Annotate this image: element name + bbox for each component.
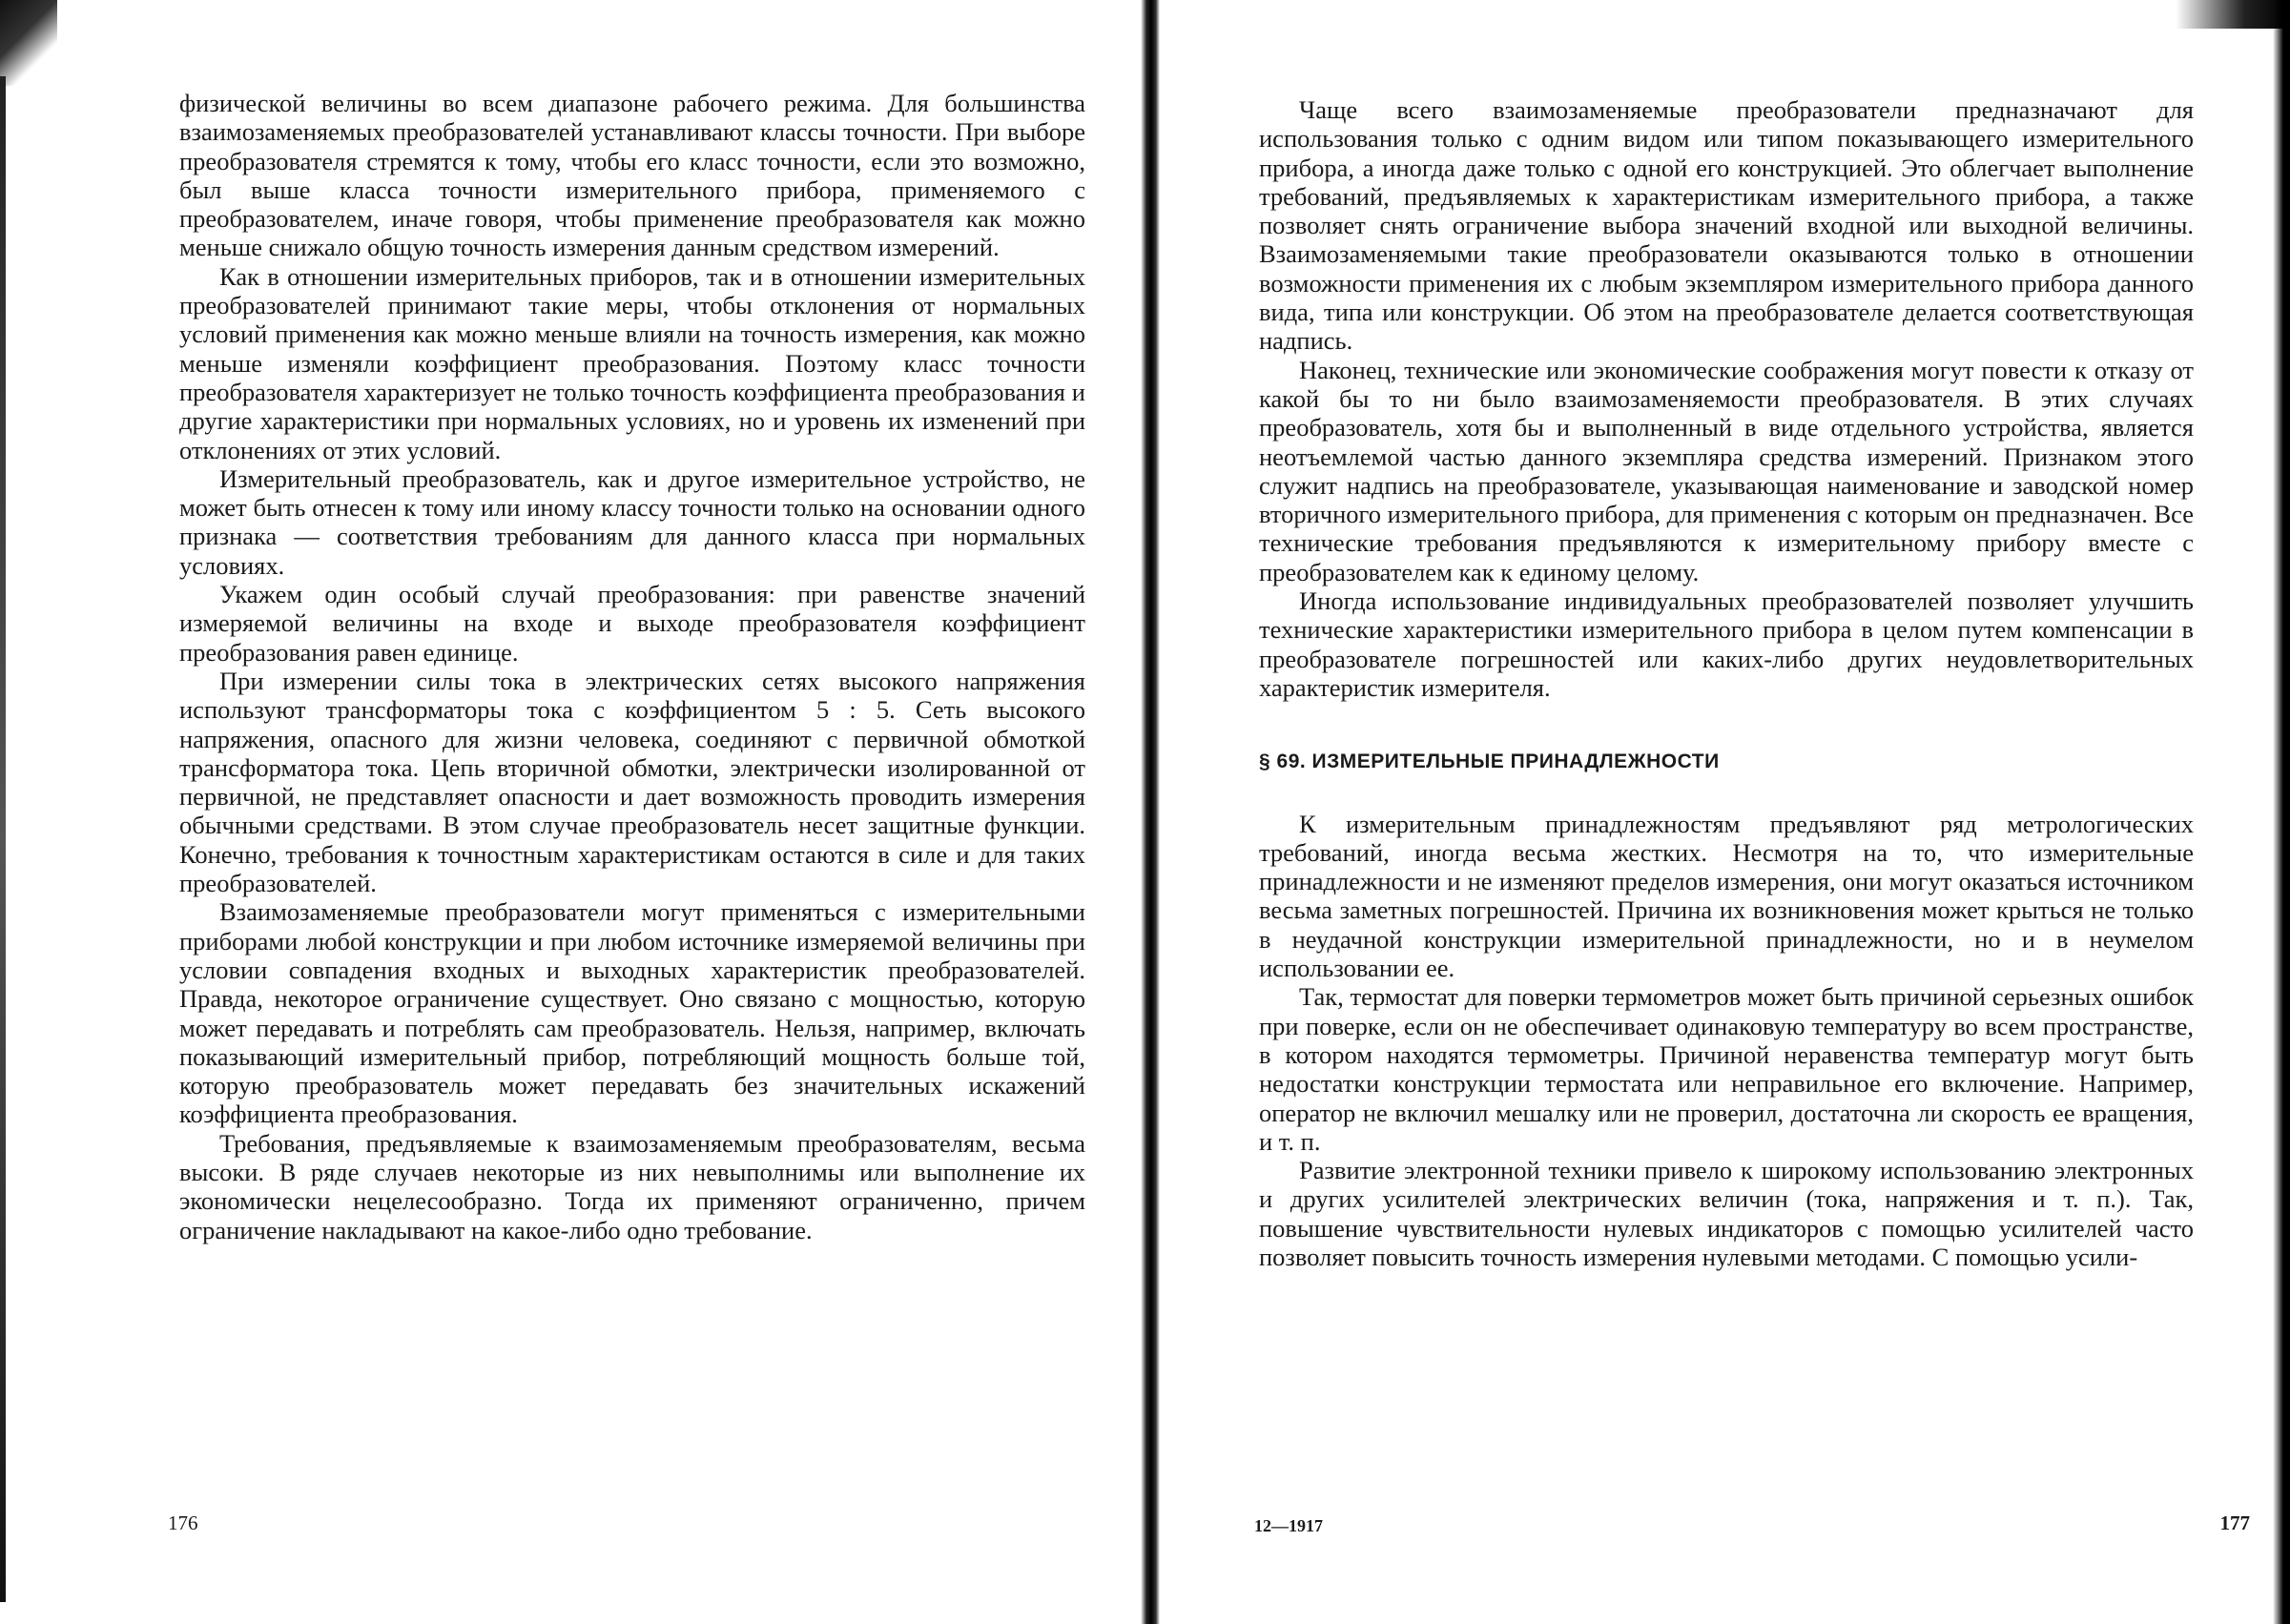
paragraph: Укажем один особый случай преобразования: при равенстве значений измеряемой величины на входе и выходе преобразователя коэффициент преобразования равен единице.: [179, 580, 1085, 667]
page-number: 176: [168, 1511, 198, 1534]
page-number: 177: [2219, 1511, 2250, 1534]
paragraph: Так, термостат для поверки термометров может быть причиной серьезных ошибок при поверке, если он не обеспечивает одинаковую температуру во всем пространстве, в котором находятся термометры. Причиной неравенства температур могут быть недостатки конструкции термостата или неправильное его включение. Например, оператор не включил мешалку или не проверил, достаточна ли скорость ее вращения, и т. п.: [1259, 982, 2194, 1156]
right-page: [1154, 0, 2290, 1624]
paragraph: Наконец, технические или экономические соображения могут повести к отказу от какой бы то ни было взаимозаменяемости преобразователя. В этих случаях преобразователь, хотя бы и выполненный в виде отдельного устройства, является неотъемлемой частью данного экземпляра средства измерений. Признаком этого служит надпись на преобразователе, указывающая наименование и заводской номер вторичного измерительного прибора, для применения с которым он предназначен. Все технические требования предъявляются к измерительному прибору вместе с преобразователем как к единому целому.: [1259, 355, 2194, 586]
paragraph: К измерительным принадлежностям предъявляют ряд метрологических требований, иногда весьма жестких. Несмотря на то, что измерительные принадлежности и не изменяют пределов измерения, они могут оказаться источником весьма заметных погрешностей. Причина их возникновения может крыться не только в неудачной конструкции измерительной принадлежности, но и в неумелом использовании ее.: [1259, 809, 2194, 983]
paragraph: Требования, предъявляемые к взаимозаменяемым преобразователям, весьма высоки. В ряде случаев некоторые из них невыполнимы или выполнение их экономически нецелесообразно. Тогда их применяют ограниченно, причем ограничение накладывают на какое-либо одно требование.: [179, 1128, 1085, 1244]
paragraph: Взаимозаменяемые преобразователи могут применяться с измерительными приборами любой конструкции и при любом источнике измеряемой величины при условии совпадения входных и выходных характеристик преобразователей. Правда, некоторое ограничение существует. Оно связано с мощностью, которую может передавать и потреблять сам преобразователь. Нельзя, например, включать показывающий измерительный прибор, потребляющий мощность больше той, которую преобразователь может передавать без значительных искажений коэффициента преобразования.: [179, 897, 1085, 1129]
printer-signature-mark: 12—1917: [1254, 1516, 1323, 1535]
paragraph: физической величины во всем диапазоне рабочего режима. Для большинства взаимозаменяемых преобразователей устанавливают классы точности. При выборе преобразователя стремятся к тому, чтобы его класс точности, если это возможно, был выше класса точности измерительного прибора, применяемого с преобразователем, иначе говоря, чтобы применение преобразователя как можно меньше снижало общую точность измерения данным средством измерений.: [179, 89, 1085, 262]
paragraph: Измерительный преобразователь, как и другое измерительное устройство, не может быть отнесен к тому или иному классу точности только на основании одного признака — соответствия требованиям для данного класса при нормальных условиях.: [179, 463, 1085, 580]
left-page-text: [179, 89, 1085, 1244]
scan-shadow-right-edge: [2273, 0, 2290, 1624]
section-heading: § 69. ИЗМЕРИТЕЛЬНЫЕ ПРИНАДЛЕЖНОСТИ: [1259, 750, 1720, 773]
paragraph: Как в отношении измерительных приборов, так и в отношении измерительных преобразователей принимают такие меры, чтобы отклонения от нормальных условий применения как можно меньше влияли на точность измерения, как можно меньше изменяли коэффициент преобразования. Поэтому класс точности преобразователя характеризует не только точность коэффициента преобразования и другие характеристики при нормальных условиях, но и уровень их изменений при отклонениях от этих условий.: [179, 261, 1085, 464]
paragraph: Чаще всего взаимозаменяемые преобразователи предназначают для использования только с одним видом или типом показывающего измерительного прибора, а иногда даже только с одной его конструкцией. Это облегчает выполнение требований, предъявляемых к характеристикам измерительного прибора, а также позволяет снять ограничение выбора значений входной или выходной величины. Взаимозаменяемыми такие преобразователи оказываются только в отношении возможности применения их с любым экземпляром измерительного прибора данного вида, типа или конструкции. Об этом на преобразователе делается соответствующая надпись.: [1259, 95, 2194, 356]
paragraph: Иногда использование индивидуальных преобразователей позволяет улучшить технические характеристики измерительного прибора в целом путем компенсации в преобразователе погрешностей или каких-либо других неудовлетворительных характеристик измерителя.: [1259, 586, 2194, 702]
paragraph: Развитие электронной техники привело к широкому использованию электронных и других усилителей электрических величин (тока, напряжения и т. п.). Так, повышение чувствительности нулевых индикаторов с помощью усилителей часто позволяет повысить точность измерения нулевыми методами. С помощью усили-: [1259, 1156, 2194, 1271]
paragraph: При измерении силы тока в электрических сетях высокого напряжения используют трансформаторы тока с коэффициентом 5 : 5. Сеть высокого напряжения, опасного для жизни человека, соединяют с первичной обмоткой трансформатора тока. Цепь вторичной обмотки, электрически изолированной от первичной, не представляет опасности и дает возможность проводить измерения обычными средствами. В этом случае преобразователь несет защитные функции. Конечно, требования к точностным характеристикам остаются в силе и для таких преобразователей.: [179, 666, 1085, 898]
right-page-text: [1259, 95, 2194, 1271]
